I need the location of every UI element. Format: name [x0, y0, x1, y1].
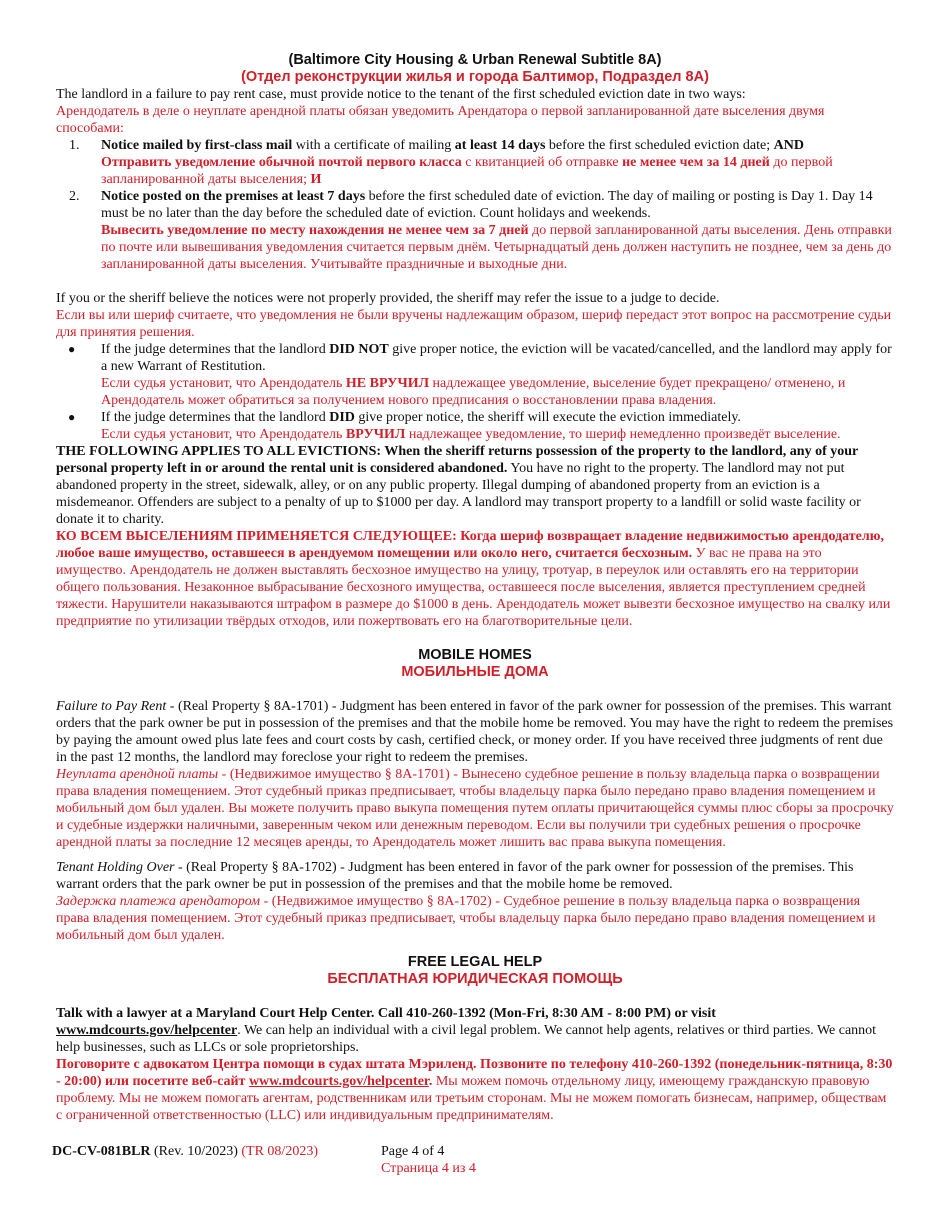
legal-help-ru — [56, 1056, 894, 1124]
bold-text: Notice mailed by first-class mail — [101, 138, 293, 153]
bold-text: КО ВСЕМ ВЫСЕЛЕНИЯМ ПРИМЕНЯЕТСЯ СЛЕДУЮЩЕЕ: Когда шериф возвращает владение недвижимостью арендодателю, любое ваше имущество, оставшееся в арендуемом помещении или около него, считается бесхозным. — [56, 529, 884, 561]
legal-help-en — [56, 1005, 894, 1056]
list-item — [56, 137, 894, 188]
bold-text: DID — [329, 410, 355, 425]
form-code — [52, 1143, 318, 1160]
list-number: 1. — [69, 138, 80, 153]
text: give proper notice, the sheriff will execute the eviction immediately. — [354, 410, 741, 425]
all-evictions-en — [56, 443, 894, 528]
list-item — [56, 409, 894, 443]
italic-title: Задержка платежа арендатором — [56, 894, 261, 909]
sheriff-intro-en: If you or the sheriff believe the notices were not properly provided, the sheriff may refer the issue to a judge to decide. — [56, 291, 720, 306]
bold-text: DID NOT — [329, 342, 389, 357]
legal-help-heading-ru: БЕСПЛАТНАЯ ЮРИДИЧЕСКАЯ ПОМОЩЬ — [327, 971, 623, 987]
text: Мы можем помочь отдельному лицу, имеющему гражданскую правовую проблему. Мы не можем помогать агентам, родственникам или третьим сторонам. Мы не можем помогать бизнесам, например, обществам с ограниченной ответственностью (LLC) или индивидуальным предпринимателям. — [56, 1074, 887, 1123]
text: - (Real Property § 8A-1701) - Judgment has been entered in favor of the park owner for possession of the premises. This warrant orders that the park owner be put in possession of the premises and that the mobile home be removed. You may have the right to redeem the premises by paying the amount owed plus late fees and court costs by cash, certified check, or money order. If you have received three judgments of rent due in the past 12 months, the landlord may foreclose your right to redeem the premises. — [56, 699, 894, 765]
text: Если судья установит, что Арендодатель — [101, 427, 346, 442]
page-number-ru: Страница 4 из 4 — [381, 1161, 476, 1176]
text: - (Недвижимое имущество § 8A-1701) - Вынесено судебное решение в пользу владельца парка о возвращении права владения помещением. Этот судебный приказ предписывает, чтобы владельцу парка было передано право владения помещением и мобильный дом был удален. Вы можете получить право выкупа помещения путем оплаты причитающейся суммы плюс сборы за просрочку и судебные издержки наличными, заверенным чеком или денежным переводом. Если вы получили три судебных решения о просрочке арендной платы за последние 12 месяцев аренды, то Арендодатель может лишить вас права выкупа помещения. — [56, 767, 894, 850]
italic-title: Неуплата арендной платы — [56, 767, 219, 782]
bold-text: не менее чем за 14 дней — [622, 155, 770, 170]
italic-title: Tenant Holding Over — [56, 860, 175, 875]
text: до первой запланированной даты выселения. День отправки по почте или вывешивания уведомления считается первым днём. Четырнадцатый день должен наступить не позднее, чем за день до запланированной даты выселения. Учитывайте праздничные и выходные дни. — [101, 223, 892, 272]
text: - (Недвижимое имущество § 8A-1702) - Судебное решение в пользу владельца парка о возвращения права владения помещением. Этот судебный приказ предписывает, чтобы владельцу парка было передано право владения помещением и мобильный дом был удален. — [56, 894, 876, 943]
helpcenter-link[interactable]: www.mdcourts.gov/helpcenter — [56, 1023, 238, 1038]
text: before the first scheduled eviction date; — [545, 138, 774, 153]
bold-text: Вывесить уведомление по месту нахождения не менее чем за 7 дней — [101, 223, 529, 238]
sheriff-intro-ru: Если вы или шериф считаете, что уведомления не были вручены надлежащим образом, шериф передаст этот вопрос на рассмотрение судьи для принятия решения. — [56, 308, 892, 340]
text: . We can help an individual with a civil legal problem. We cannot help agents, relatives or third parties. We cannot help businesses, such as LLCs or sole proprietorships. — [56, 1023, 877, 1055]
list-item — [56, 341, 894, 409]
text: with a certificate of mailing — [292, 138, 455, 153]
notice-intro-en: The landlord in a failure to pay rent case, must provide notice to the tenant of the first scheduled eviction date in two ways: — [56, 87, 746, 102]
list-number: 2. — [69, 189, 80, 204]
italic-title: Failure to Pay Rent — [56, 699, 167, 714]
bold-text: Отправить уведомление обычной почтой первого класса — [101, 155, 462, 170]
bullet-icon: ● — [68, 342, 76, 356]
bullet-icon: ● — [68, 410, 76, 424]
notice-methods-list — [56, 137, 894, 273]
header-title-en: (Baltimore City Housing & Urban Renewal Subtitle 8A) — [288, 52, 662, 68]
holding-over-ru — [56, 893, 894, 944]
text: If the judge determines that the landlord — [101, 410, 330, 425]
failure-to-pay-ru — [56, 766, 894, 851]
page-number — [381, 1143, 476, 1177]
text: до первой запланированной даты выселения; — [101, 155, 833, 187]
mobile-homes-heading-ru: МОБИЛЬНЫЕ ДОМА — [401, 664, 549, 680]
bold-text: at least 14 days — [454, 138, 546, 153]
header-title-ru: (Отдел реконструкции жилья и города Балтимор, Подраздел 8А) — [241, 69, 709, 85]
document-body — [52, 52, 894, 1176]
mobile-homes-heading-en: MOBILE HOMES — [418, 647, 532, 663]
failure-to-pay-en — [56, 698, 894, 766]
text: - (Real Property § 8A-1702) - Judgment has been entered in favor of the park owner for possession of the premises. This warrant orders that the park owner be put in possession of the premises and that the mobile home be removed. — [56, 860, 854, 892]
judge-outcomes-list — [56, 341, 894, 443]
text: before the first scheduled date of eviction. The day of mailing or posting is Day 1. Day 14 must be no later than the day before the scheduled date of eviction. Count holidays and weekends. — [101, 189, 873, 221]
bold-text: НЕ ВРУЧИЛ — [345, 376, 430, 391]
translation-revision: (TR 08/2023) — [237, 1144, 318, 1159]
bold-text: THE FOLLOWING APPLIES TO ALL EVICTIONS: When the sheriff returns possession of the property to the landlord, any of your personal property left in or around the rental unit is considered abandoned. — [56, 444, 859, 476]
text: У вас не права на это имущество. Арендодатель не должен выставлять бесхозное имущество на улицу, тротуар, в переулок или оставлять его на территории общего пользования. Незаконное выбрасывание бесхозного имущества, оставшееся после выселения, является преступлением средней тяжести. Нарушители наказываются штрафом в размере до $1000 в день. Арендодатель может вывезти бесхозное имущество на свалку или предприятие по утилизации твёрдых отходов, или пожертвовать его на благотворительные цели. — [56, 546, 891, 629]
text: If the judge determines that the landlord — [101, 342, 330, 357]
text: надлежащее уведомление, выселение будет прекращено/ отменено, и Арендодатель может обратиться за получением нового предписания о восстановлении права владения. — [101, 376, 846, 408]
text: You have no right to the property. The landlord may not put abandoned property in the street, sidewalk, alley, or on any public property. Illegal dumping of abandoned property from an eviction is a misdemeanor. Offenders are subject to a penalty of up to $1000 per day. A landlord may transport property to a landfill or solid waste facility or donate it to charity. — [56, 461, 861, 527]
all-evictions-ru — [56, 528, 894, 630]
text: give proper notice, the eviction will be vacated/cancelled, and the landlord may apply for a new Warrant of Restitution. — [101, 342, 892, 374]
page-number-en: Page 4 of 4 — [381, 1144, 445, 1159]
notice-intro-ru: Арендодатель в деле о неуплате арендной платы обязан уведомить Арендатора о первой запланированной дате выселения двумя способами: — [56, 104, 825, 136]
bold-text: Talk with a lawyer at a Maryland Court Help Center. Call 410-260-1392 (Mon-Fri, 8:30 AM - 8:00 PM) or visit — [56, 1006, 716, 1021]
revision: (Rev. 10/2023) — [150, 1144, 238, 1159]
text: Если судья установит, что Арендодатель — [101, 376, 346, 391]
bold-text: Поговорите с адвокатом Центра помощи в судах штата Мэриленд. Позвоните по телефону 410-260-1392 (понедельник-пятница, 8:30 - 20:00) или посетите веб-сайт — [56, 1057, 893, 1089]
form-id: DC-CV-081BLR — [52, 1144, 151, 1159]
footer — [52, 1143, 894, 1179]
holding-over-en — [56, 859, 894, 893]
text: с квитанцией об отправке — [461, 155, 623, 170]
helpcenter-link-ru[interactable]: www.mdcourts.gov/helpcenter — [248, 1074, 429, 1089]
bold-text: AND — [773, 138, 804, 153]
bold-text: И — [310, 172, 322, 187]
list-item — [56, 188, 894, 273]
bold-text: Notice posted on the premises at least 7 days — [101, 189, 366, 204]
text: надлежащее уведомление, то шериф немедленно произведёт выселение. — [405, 427, 841, 442]
bold-text: ВРУЧИЛ — [345, 427, 406, 442]
legal-help-heading-en: FREE LEGAL HELP — [407, 954, 543, 970]
bold-text: . — [428, 1074, 433, 1089]
